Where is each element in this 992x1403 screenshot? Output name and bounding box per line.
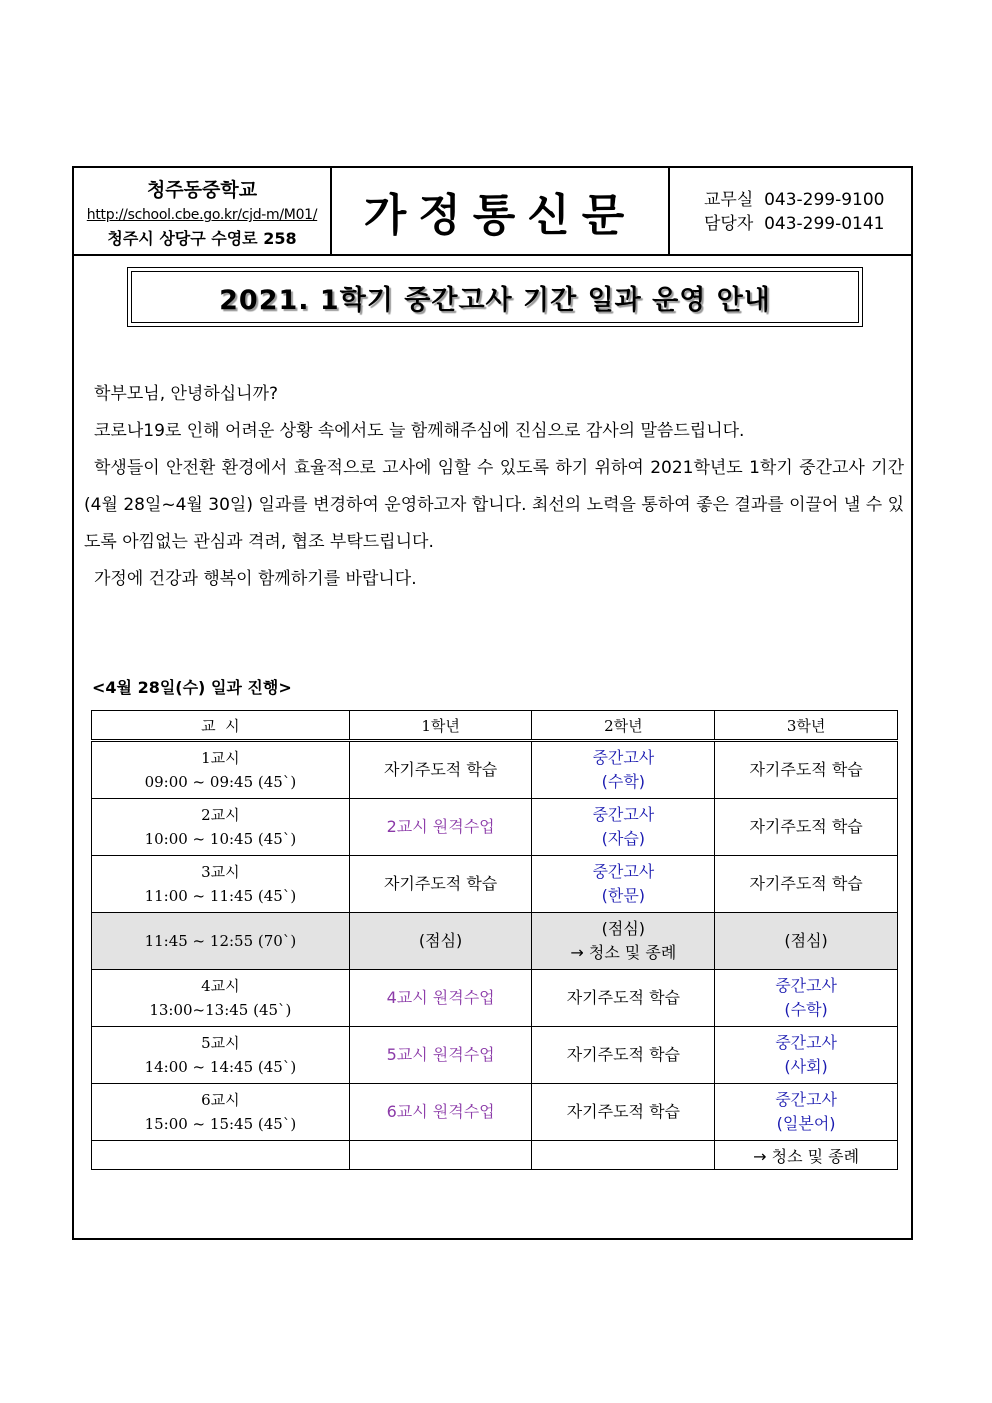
exam-subject: (사회) [784,1057,828,1076]
period-time: 15:00 ~ 15:45 (45`) [144,1115,297,1133]
school-address: 청주시 상당구 수영로 258 [107,229,297,248]
period-cell [92,741,350,799]
table-row [92,856,898,913]
grade-1-cell: 4교시 원격수업 [349,970,532,1027]
grade-2-cell [532,856,715,913]
school-info [74,168,332,254]
exam-label: 중간고사 [592,862,655,881]
table-header-row [92,711,898,741]
period-label: 3교시 [201,863,240,881]
grade-3-cell [715,1027,898,1084]
grade-3-cleanup-cell: → 청소 및 종례 [715,1141,898,1170]
exam-subject: (자습) [601,829,646,848]
header-period: 교 시 [92,711,350,741]
period-time: 10:00 ~ 10:45 (45`) [144,830,297,848]
letter-body [84,376,904,598]
exam-label: 중간고사 [775,1090,838,1109]
title-cell [332,168,670,254]
schedule-title: <4월 28일(수) 일과 진행> [92,678,292,697]
notice-title: 2021. 1학기 중간고사 기간 일과 운영 안내 [219,284,771,316]
school-name: 청주동중학교 [146,179,258,201]
period-time: 13:00~13:45 (45`) [149,1001,292,1019]
header-grade-2: 2학년 [532,711,715,741]
page-title: 가정통신문 [363,190,637,241]
period-label: 6교시 [201,1091,240,1109]
grade-2-cell: 자기주도적 학습 [532,970,715,1027]
period-time: 11:00 ~ 11:45 (45`) [144,887,297,905]
exam-label: 중간고사 [592,805,655,824]
grade-3-cell: 자기주도적 학습 [715,799,898,856]
period-time: 14:00 ~ 14:45 (45`) [144,1058,297,1076]
table-row [92,741,898,799]
empty-cell [92,1141,350,1170]
header [74,168,911,256]
empty-cell [349,1141,532,1170]
grade-1-cell: 자기주도적 학습 [349,741,532,799]
exam-label: 중간고사 [775,1033,838,1052]
grade-3-cell: 자기주도적 학습 [715,856,898,913]
table-row [92,970,898,1027]
period-cell [92,856,350,913]
period-cell [92,1084,350,1141]
exam-label: 중간고사 [592,748,655,767]
exam-subject: (수학) [601,772,646,791]
contact-person: 담당자 043-299-0141 [704,214,885,234]
period-cell [92,799,350,856]
grade-2-cell: 자기주도적 학습 [532,1027,715,1084]
contact-info [670,168,911,254]
period-label: 4교시 [201,977,240,995]
grade-1-cell: 6교시 원격수업 [349,1084,532,1141]
grade-1-cell: 2교시 원격수업 [349,799,532,856]
header-grade-3: 3학년 [715,711,898,741]
grade-2-cell [532,799,715,856]
grade-1-cell: 5교시 원격수업 [349,1027,532,1084]
grade-3-cell [715,1084,898,1141]
grade-2-cell: 자기주도적 학습 [532,1084,715,1141]
notice-title-inner [131,271,859,323]
empty-cell [532,1141,715,1170]
exam-subject: (일본어) [776,1114,836,1133]
cleanup-label: → 청소 및 종례 [570,943,677,962]
table-row-final [92,1141,898,1170]
table-row [92,799,898,856]
period-label: 5교시 [201,1034,240,1052]
period-label: 1교시 [201,749,240,767]
period-time: 11:45 ~ 12:55 (70`) [144,932,297,950]
greeting: 학부모님, 안녕하십니까? [94,384,279,404]
grade-1-cell: 자기주도적 학습 [349,856,532,913]
table-row [92,1084,898,1141]
grade-3-cell [715,970,898,1027]
grade-1-cell: (점심) [349,913,532,970]
header-grade-1: 1학년 [349,711,532,741]
period-cell [92,970,350,1027]
exam-label: 중간고사 [775,976,838,995]
grade-2-cell [532,741,715,799]
period-cell [92,1027,350,1084]
paragraph-1: 코로나19로 인해 어려운 상황 속에서도 늘 함께해주심에 진심으로 감사의 말씀드립니다. [94,421,745,441]
period-time: 09:00 ~ 09:45 (45`) [144,773,297,791]
lunch-label: (점심) [601,919,646,938]
exam-subject: (수학) [784,1000,828,1019]
document-frame [72,166,913,1240]
exam-subject: (한문) [601,886,646,905]
schedule-table [91,710,898,1170]
period-label: 2교시 [201,806,240,824]
grade-2-cell [532,913,715,970]
table-row-lunch [92,913,898,970]
grade-3-cell: 자기주도적 학습 [715,741,898,799]
paragraph-2: 학생들이 안전환 환경에서 효율적으로 고사에 임할 수 있도록 하기 위하여 2021학년도 1학기 중간고사 기간(4월 28일~4월 30일) 일과를 변경하여 운영하고자 합니다. 최선의 노력을 통하여 좋은 결과를 이끌어 낼 수 있도록 아낌없는 관심과 격려, 협조 부탁드립니다. [84,458,904,552]
contact-office: 교무실 043-299-9100 [704,190,885,210]
school-url-link[interactable]: http://school.cbe.go.kr/cjd-m/M01/ [86,207,318,223]
grade-3-cell: (점심) [715,913,898,970]
paragraph-3: 가정에 건강과 행복이 함께하기를 바랍니다. [94,569,417,589]
notice-title-box [127,267,863,327]
table-row [92,1027,898,1084]
period-cell [92,913,350,970]
